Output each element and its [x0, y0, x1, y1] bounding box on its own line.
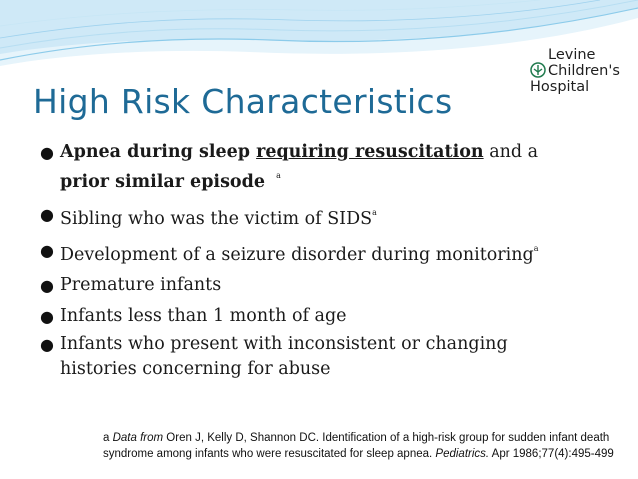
bullet-text: Premature infants — [60, 275, 222, 296]
bullet-text-underline: requiring resuscitation — [256, 142, 484, 162]
bullet-item-apnea — [40, 140, 539, 195]
footnote-body: Oren J, Kelly D, Shannon DC. Identification of a high-risk group for sudden infant death syndrome among infants who were resuscitated for sleep apnea. — [103, 432, 610, 460]
tree-logo-icon — [530, 62, 546, 78]
bullet-icon: ● — [40, 143, 54, 162]
footnote-journal: Pediatrics. — [435, 447, 490, 460]
bullet-text: Infants who present with inconsistent or changing — [60, 334, 508, 355]
bullet-text-line2: histories concerning for abuse — [60, 359, 331, 380]
footnote-italic-lead: Data from — [112, 432, 164, 444]
bullet-icon: ● — [40, 276, 54, 296]
bullet-icon: ● — [40, 335, 54, 355]
bullet-icon: ● — [40, 307, 54, 327]
footnote-marker: a — [103, 432, 110, 444]
footnote-marker: a — [372, 207, 377, 217]
bullet-item-seizure — [40, 235, 539, 271]
bullet-icon: ● — [40, 240, 54, 260]
bullet-text-bold-line2: prior similar episode — [60, 171, 265, 192]
bullet-item-abuse — [40, 332, 539, 382]
footnote-tail: Apr 1986;77(4):495-499 — [489, 447, 614, 460]
bullet-icon: ● — [40, 204, 54, 224]
bullet-text-bold: Apnea during sleep — [60, 142, 257, 162]
bullet-list — [40, 140, 539, 382]
slide-title: High Risk Characteristics — [33, 82, 453, 121]
logo-line-1: Levine — [548, 47, 596, 63]
footnote-citation — [103, 431, 625, 462]
bullet-text: Sibling who was the victim of SIDS — [60, 208, 373, 229]
bullet-text: Development of a seizure disorder during monitoring — [60, 244, 534, 265]
logo-line-2: Children's — [548, 63, 620, 79]
footnote-marker: a — [276, 171, 281, 180]
bullet-item-sibling — [40, 199, 539, 235]
footnote-marker: a — [533, 243, 539, 253]
bullet-text: and a — [483, 142, 539, 162]
bullet-item-premature — [40, 270, 539, 301]
bullet-item-infants-age — [40, 301, 539, 332]
logo-line-3: Hospital — [530, 79, 590, 95]
levine-childrens-hospital-logo — [528, 44, 632, 96]
bullet-text: Infants less than 1 month of age — [60, 306, 347, 327]
